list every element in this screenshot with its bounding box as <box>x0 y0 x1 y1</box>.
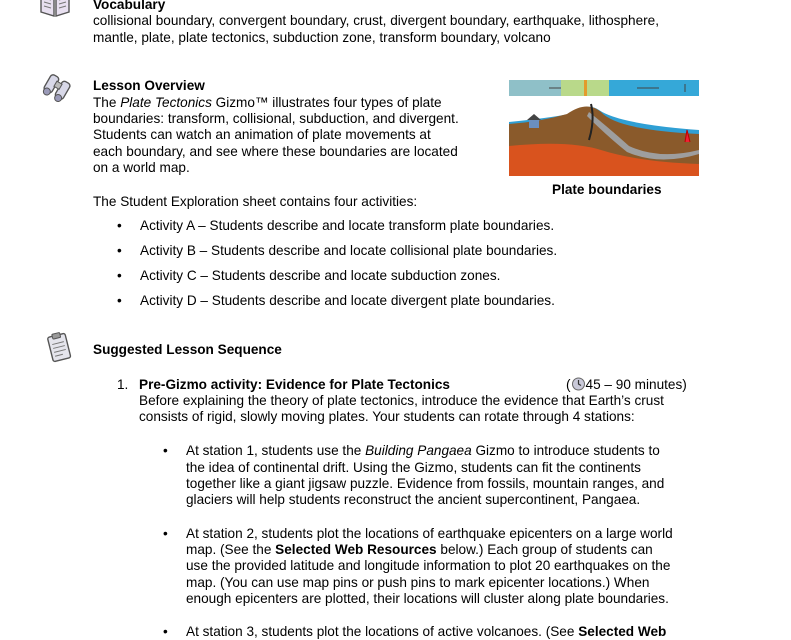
item-1-time <box>566 377 687 393</box>
station-1-line-1 <box>186 443 726 459</box>
clipboard-icon <box>42 330 76 364</box>
figure-caption: Plate boundaries <box>552 182 662 197</box>
station-1-line-3: together like a giant jigsaw puzzle. Evidence from fossils, mountain ranges, and <box>186 476 665 491</box>
overview-line-3: Students can watch an animation of plate movements at <box>93 127 431 142</box>
station-2-line-5: enough epicenters are plotted, their locations will cluster along plate boundaries. <box>186 591 669 606</box>
overview-line-4: each boundary, and see where these boundaries are located <box>93 144 458 159</box>
activity-c: Activity C – Students describe and locate subduction zones. <box>140 268 501 283</box>
station-1-line-1-post: Gizmo to introduce students to <box>471 443 660 458</box>
bullet: • <box>117 268 122 283</box>
activity-list <box>117 218 700 318</box>
station-1-line-1-pre: At station 1, students use the <box>186 443 366 458</box>
selected-web-resources: Selected Web Resources <box>275 542 437 557</box>
overview-line-1-pre: The <box>93 95 121 110</box>
overview-line-1 <box>93 95 442 111</box>
selected-web: Selected Web <box>578 624 667 639</box>
time-estimate: 45 – 90 minutes) <box>585 377 687 392</box>
bullet: • <box>117 218 122 233</box>
vocabulary-line-2: mantle, plate, plate tectonics, subduction zone, transform boundary, volcano <box>93 30 551 45</box>
plate-boundaries-figure <box>509 80 699 176</box>
station-1-line-2: the idea of continental drift. Using the Gizmo, students can fit the continents <box>186 460 641 475</box>
sheet-intro: The Student Exploration sheet contains four activities: <box>93 194 418 209</box>
list-item <box>117 243 700 268</box>
station-2-line-2-post: below.) Each group of students can <box>436 542 653 557</box>
time-open-paren: ( <box>566 377 571 392</box>
item-1-number: 1. <box>117 377 129 392</box>
overview-line-2: boundaries: transform, collisional, subduction, and divergent. <box>93 111 459 126</box>
activity-a: Activity A – Students describe and locate transform plate boundaries. <box>140 218 555 233</box>
list-item <box>117 218 700 243</box>
building-pangaea-name: Building Pangaea <box>365 443 472 458</box>
station-2-line-1: At station 2, students plot the locations of earthquake epicenters on a large world <box>186 526 673 541</box>
bullet: • <box>117 243 122 258</box>
vocabulary-line-1: collisional boundary, convergent boundary, crust, divergent boundary, earthquake, lithosphere, <box>93 13 659 28</box>
binoculars-icon <box>40 70 74 104</box>
item-1-line-2: consists of rigid, slowly moving plates. Your students can rotate through 4 stations: <box>139 409 635 424</box>
bullet: • <box>163 526 168 541</box>
station-3-line-1 <box>186 624 726 640</box>
station-1-line-4: glaciers will help students reconstruct the ancient supercontinent, Pangaea. <box>186 492 641 507</box>
activity-b: Activity B – Students describe and locate collisional plate boundaries. <box>140 243 558 258</box>
overview-line-1-post: Gizmo™ illustrates four types of plate <box>211 95 442 110</box>
station-2-line-2 <box>186 542 726 558</box>
station-2-line-3: use the provided latitude and longitude information to plot 20 earthquakes on the <box>186 558 671 573</box>
item-1-line-1: Before explaining the theory of plate tectonics, introduce the evidence that Earth’s crust <box>139 393 664 408</box>
sequence-heading: Suggested Lesson Sequence <box>93 342 282 357</box>
vocabulary-heading: Vocabulary <box>93 0 166 12</box>
overview-heading: Lesson Overview <box>93 78 205 93</box>
list-item <box>117 293 700 318</box>
bullet: • <box>163 443 168 458</box>
item-1-title: Pre-Gizmo activity: Evidence for Plate Tectonics <box>139 377 450 392</box>
list-item <box>117 268 700 293</box>
station-2-line-4: map. (You can use map pins or push pins to mark epicenter locations.) When <box>186 575 650 590</box>
book-icon <box>38 0 72 20</box>
bullet: • <box>163 624 168 639</box>
gizmo-name: Plate Tectonics <box>120 95 212 110</box>
overview-line-5: on a world map. <box>93 160 190 175</box>
bullet: • <box>117 293 122 308</box>
activity-d: Activity D – Students describe and locate divergent plate boundaries. <box>140 293 555 308</box>
clock-icon <box>571 377 586 391</box>
station-2-line-2-pre: map. (See the <box>186 542 276 557</box>
station-3-line-1-pre: At station 3, students plot the locations of active volcanoes. (See <box>186 624 579 639</box>
